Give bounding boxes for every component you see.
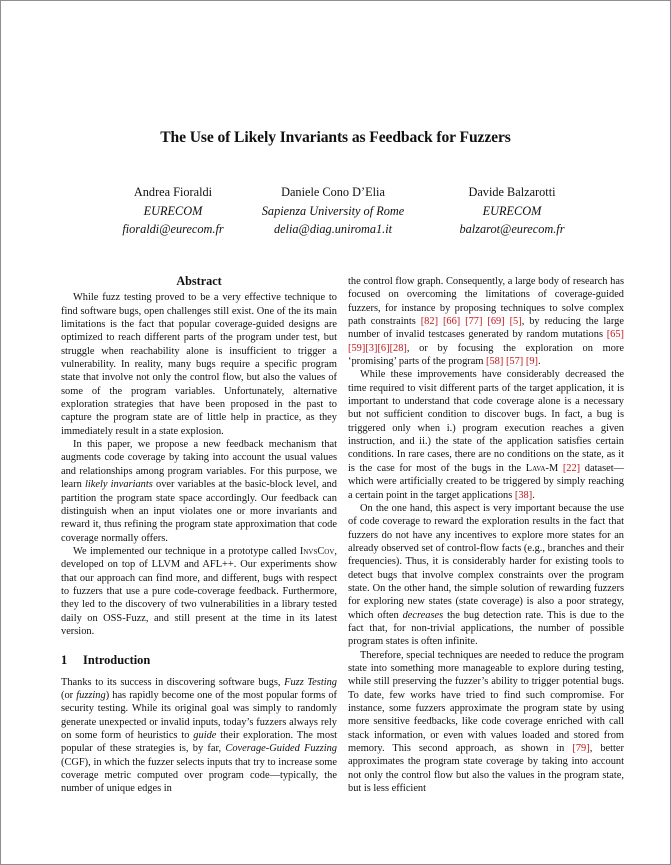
citation[interactable]: [38] [514,489,533,501]
citation[interactable]: [5] [509,316,522,328]
author-affiliation: EURECOM [143,203,203,218]
author-email[interactable]: balzarot@eurecom.fr [459,222,565,236]
author-name: Daniele Cono D’Elia [281,185,385,199]
citation[interactable]: [9] [525,356,538,368]
paper-title: The Use of Likely Invariants as Feedback for Fuzzers [160,129,511,146]
tool-name: InvsCov [299,545,335,557]
citation[interactable]: [6] [377,342,390,354]
abstract-heading: Abstract [176,274,222,288]
citation[interactable]: [22] [562,462,581,474]
citation[interactable]: [82] [420,316,439,328]
right-paragraph-4: Therefore, special techniques are needed to reduce the program state into something more manageable to explore during testing, while still preserving the fuzzer’s ability to trigger potential bugs. To date, few works have tried to find such compromise. For instance, some fuzzers approximate the program state by using more sensitive feedbacks, like code coverage enriched with call stack information, or even with values loaded and stored from memory. This second approach, as shown in [79], better approximates the program state coverage by taking into account not only the control flow but also the values in the program state, but is less efficient [348,649,624,795]
citation[interactable]: [59] [348,342,366,354]
citation[interactable]: [58] [486,356,504,368]
right-paragraph-2: While these improvements have considerably decreased the time required to visit different parts of the target application, it is important to understand that code coverage alone is a necessary but not sufficient condition to discover bugs. In fact, a bug is triggered only when i.) program execution reaches a given instruction, and ii.) the state of the application satisfies certain conditions. In rare cases, there are no conditions on the state, as it is the case for most of the bugs in the Lava-M [22] dataset—which were artificially created to be triggered by simply reaching a certain point in the target applications [38]. [348,369,624,501]
author-affiliation: EURECOM [482,203,542,218]
citation[interactable]: [79] [572,743,590,755]
citation[interactable]: [28] [389,342,407,354]
citation[interactable]: [57] [505,356,524,368]
author-name: Andrea Fioraldi [133,185,213,199]
intro-paragraph-1: Thanks to its success in discovering software bugs, Fuzz Testing (or fuzzing) has rapidly become one of the most popular forms of security testing. While its original goal was simply to randomly generate unexpected or invalid inputs, today’s fuzzers always rely on some form of heuristics to guide their exploration. The most popular of these strategies is, by far, Coverage-Guided Fuzzing (CGF), in which the fuzzer selects inputs that try to increase some coverage metric computed over program code—typically, the number of unique edges in [61,676,337,795]
author-affiliation: Sapienza University of Rome [261,203,405,218]
author-name: Davide Balzarotti [468,185,556,199]
citation[interactable]: [65] [606,329,624,341]
author-3 [428,183,596,239]
author-2 [248,183,418,239]
section-heading-introduction: 1 Introduction [61,653,151,668]
citation[interactable]: [3] [365,342,378,354]
dataset-name: Lava-M [525,462,559,474]
emphasis-likely-invariants: likely invariants [84,479,153,491]
abstract-paragraph-1: While fuzz testing proved to be a very effective technique to find software bugs, open challenges still exist. One of the its main limitations is the fact that popular coverage-guided designs are optimized to reach different parts of the program under test, but struggle when reachability alone is insufficient to trigger a vulnerability. In reality, many bugs require a specific program state that involve not only the control flow, but also the values of some of the program variables. Unfortunately, alternative exploration strategies that have been proposed in the past to capture the program state are of little help in practice, as they immediately result in a state explosion. [61,292,337,437]
citation[interactable]: [69] [487,316,505,328]
citation[interactable]: [66] [442,316,461,328]
right-paragraph-1: the control flow graph. Consequently, a large body of research has focused on overcoming the limitations of coverage-guided fuzzers, for instance by proposing techniques to solve complex path constraints [82] [66] [77] [69] [5], by reducing the large number of invalid testcases generated by random mutations [65][59][3][6][28], or by focusing the exploration on more ‘promising’ parts of the program [58] [57] [9]. [348,276,624,368]
author-1 [98,183,248,239]
author-email[interactable]: delia@diag.uniroma1.it [273,222,393,236]
right-column [348,275,624,795]
right-paragraph-3: On the one hand, this aspect is very important because the use of code coverage to reward the exploration results in the fact that fuzzers do not have any incentives to explore more states for an already observed set of control-flow facts (e.g., branches and their frequencies). Thus, it is considerably harder for existing tools to detect bugs that involve complex constraints over the program state. On the other hand, the simple solution of rewarding fuzzers for exploring new states (state coverage) is also a poor strategy, which often decreases the bug detection rate. This is due to the fact that, for non-trivial applications, the number of possible program states is often infinite. [348,502,624,648]
left-column [61,275,337,796]
abstract-paragraph-2: In this paper, we propose a new feedback mechanism that augments code coverage by taking into account the usual values and relationships among program variables. For this purpose, we learn likely invariants over variables at the basic-block level, and partition the program state space accordingly. Our feedback can distinguish when an input violates one or more invariants and reward it, thus refining the program state approximation that code coverage normally offers. [61,439,337,544]
citation[interactable]: [77] [465,316,483,328]
abstract-paragraph-3: We implemented our technique in a prototype called InvsCov, developed on top of LLVM and AFL++. Our experiments show that our approach can find more, and different, bugs with respect to fuzzers that use a pure code-coverage feedback. Furthermore, they led to the discovery of two vulnerabilities in a library tested daily on OSS-Fuzz, and still present at the time in its latest version. [61,545,337,637]
author-email[interactable]: fioraldi@eurecom.fr [122,222,224,236]
